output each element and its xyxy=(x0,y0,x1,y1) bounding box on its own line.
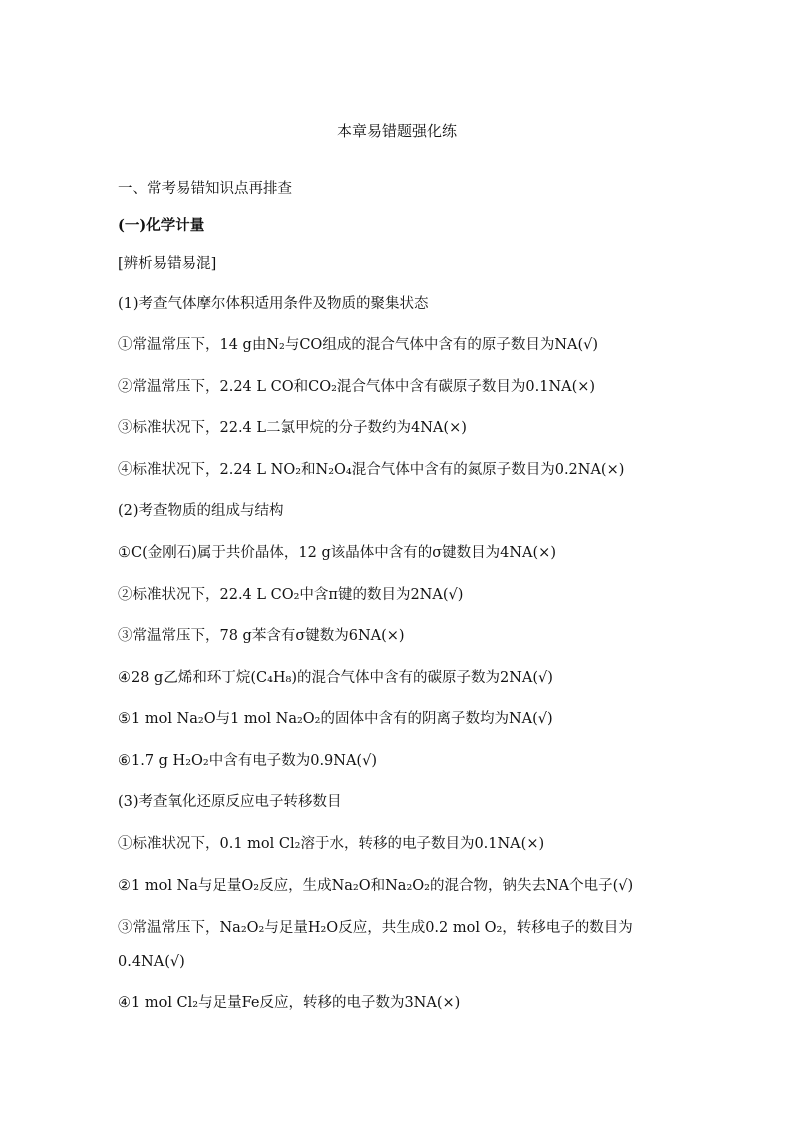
list-item: ④28 g乙烯和环丁烷(C₄H₈)的混合气体中含有的碳原子数为2NA(√) xyxy=(118,670,553,686)
list-item: ②标准状况下，22.4 L CO₂中含π键的数目为2NA(√) xyxy=(118,587,464,603)
list-item: ①C(金刚石)属于共价晶体，12 g该晶体中含有的σ键数目为4NA(×) xyxy=(118,545,556,561)
group-heading-2: (2)考查物质的组成与结构 xyxy=(118,503,284,519)
list-item: ③常温常压下，Na₂O₂与足量H₂O反应，共生成0.2 mol O₂，转移电子的数目为 xyxy=(118,920,633,936)
list-item: ④1 mol Cl₂与足量Fe反应，转移的电子数为3NA(×) xyxy=(118,995,461,1011)
group-heading-3: (3)考查氧化还原反应电子转移数目 xyxy=(118,794,342,810)
subsection-heading: (一)化学计量 xyxy=(118,217,205,234)
section-heading: 一、常考易错知识点再排查 xyxy=(118,181,292,197)
list-item: ⑥1.7 g H₂O₂中含有电子数为0.9NA(√) xyxy=(118,753,377,769)
group-heading-1: (1)考查气体摩尔体积适用条件及物质的聚集状态 xyxy=(118,296,429,312)
list-item: ⑤1 mol Na₂O与1 mol Na₂O₂的固体中含有的阴离子数均为NA(√) xyxy=(118,711,553,727)
list-item: ②常温常压下，2.24 L CO和CO₂混合气体中含有碳原子数目为0.1NA(×) xyxy=(118,379,596,395)
list-item: ①常温常压下，14 g由N₂与CO组成的混合气体中含有的原子数目为NA(√) xyxy=(118,337,599,353)
list-item: ②1 mol Na与足量O₂反应，生成Na₂O和Na₂O₂的混合物，钠失去NA个电子(√) xyxy=(118,878,634,894)
list-item: ③标准状况下，22.4 L二氯甲烷的分子数约为4NA(×) xyxy=(118,420,467,436)
list-item-continuation: 0.4NA(√) xyxy=(118,954,185,970)
bracket-label: [辨析易错易混] xyxy=(118,256,217,272)
list-item: ③常温常压下，78 g苯含有σ键数为6NA(×) xyxy=(118,628,405,644)
list-item: ④标准状况下，2.24 L NO₂和N₂O₄混合气体中含有的氮原子数目为0.2NA(×) xyxy=(118,462,625,478)
page-title: 本章易错题强化练 xyxy=(336,122,457,140)
list-item: ①标准状况下，0.1 mol Cl₂溶于水，转移的电子数目为0.1NA(×) xyxy=(118,836,545,852)
